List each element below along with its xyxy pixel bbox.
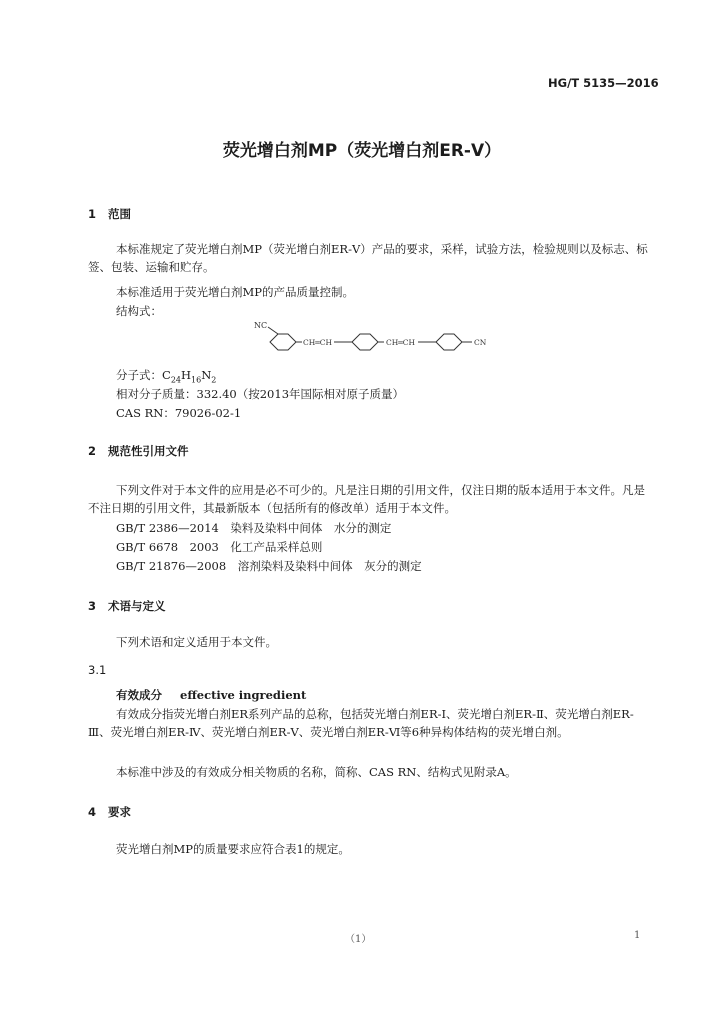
- terms-intro: 下列术语和定义适用于本文件。: [116, 635, 277, 649]
- benzene-ring-left: [270, 334, 296, 350]
- page-number: 1: [634, 930, 641, 941]
- reference-item: GB/T 21876—2008 溶剂染料及染料中间体 灰分的测定: [116, 559, 422, 573]
- reference-item: GB/T 6678 2003 化工产品采样总则: [116, 540, 323, 554]
- section-title: 范围: [108, 207, 131, 221]
- vinylene-label-1: CH═CH: [303, 338, 333, 347]
- formula-label: 分子式：: [116, 368, 162, 382]
- nitrile-bond-left: [268, 327, 278, 334]
- structural-formula: [254, 318, 494, 366]
- benzene-ring-middle: [352, 334, 378, 350]
- formula-c-count: 24: [170, 375, 181, 385]
- requirements-paragraph: 荧光增白剂MP的质量要求应符合表1的规定。: [116, 842, 350, 856]
- benzene-ring-right: [436, 334, 462, 350]
- section-title: 术语与定义: [108, 599, 166, 613]
- section-number: 1: [88, 207, 97, 221]
- term-chinese: 有效成分: [116, 688, 162, 702]
- reference-item: GB/T 2386—2014 染料及染料中间体 水分的测定: [116, 521, 392, 535]
- term-english: effective ingredient: [180, 688, 307, 702]
- section-title: 要求: [108, 805, 131, 819]
- scope-applicability: 本标准适用于荧光增白剂MP的产品质量控制。: [116, 285, 355, 299]
- cas-number: CAS RN：79026-02-1: [116, 406, 242, 420]
- normative-references-paragraph: 下列文件对于本文件的应用是必不可少的。凡是注日期的引用文件，仅注日期的版本适用于本文件。凡是不注日期的引用文件，其最新版本（包括所有的修改单）适用于本文件。: [88, 483, 645, 515]
- section-1-heading: [88, 206, 131, 222]
- formula-h: H: [181, 368, 192, 382]
- section-3-heading: [88, 598, 166, 614]
- section-number: 3: [88, 599, 97, 613]
- section-4-heading: [88, 804, 131, 820]
- term-entry: [116, 686, 306, 704]
- document-title: 荧光增白剂MP（荧光增白剂ER-Ⅴ）: [222, 141, 502, 161]
- footer-center-mark: （1）: [345, 934, 372, 945]
- section-title: 规范性引用文件: [108, 444, 189, 458]
- subsection-number: 3.1: [88, 663, 107, 677]
- section-number: 2: [88, 444, 97, 458]
- term-definition: 有效成分指荧光增白剂ER系列产品的总称，包括荧光增白剂ER-Ⅰ、荧光增白剂ER-Ⅱ、荧光增白剂ER-Ⅲ、荧光增白剂ER-Ⅳ、荧光增白剂ER-Ⅴ、荧光增白剂ER-Ⅵ等6种异构体结构的荧光增白剂。: [88, 707, 634, 739]
- structure-label: 结构式：: [116, 304, 162, 318]
- formula-h-count: 16: [191, 375, 202, 385]
- vinylene-label-2: CH═CH: [386, 338, 416, 347]
- scope-paragraph: 本标准规定了荧光增白剂MP（荧光增白剂ER-Ⅴ）产品的要求，采样，试验方法，检验规则以及标志、标签、包装、运输和贮存。: [88, 242, 648, 274]
- standard-number: HG/T 5135—2016: [548, 76, 659, 90]
- formula-n: N: [201, 368, 212, 382]
- molecular-mass: 相对分子质量：332.40（按2013年国际相对原子质量）: [116, 387, 405, 401]
- formula-c: C: [162, 368, 171, 382]
- formula-n-count: 2: [211, 375, 217, 385]
- nitrile-label-right: CN: [474, 338, 487, 347]
- section-2-heading: [88, 443, 189, 459]
- nitrile-label-left: NC: [254, 321, 268, 330]
- section-number: 4: [88, 805, 97, 819]
- term-note: 本标准中涉及的有效成分相关物质的名称，简称、CAS RN、结构式见附录A。: [116, 765, 517, 779]
